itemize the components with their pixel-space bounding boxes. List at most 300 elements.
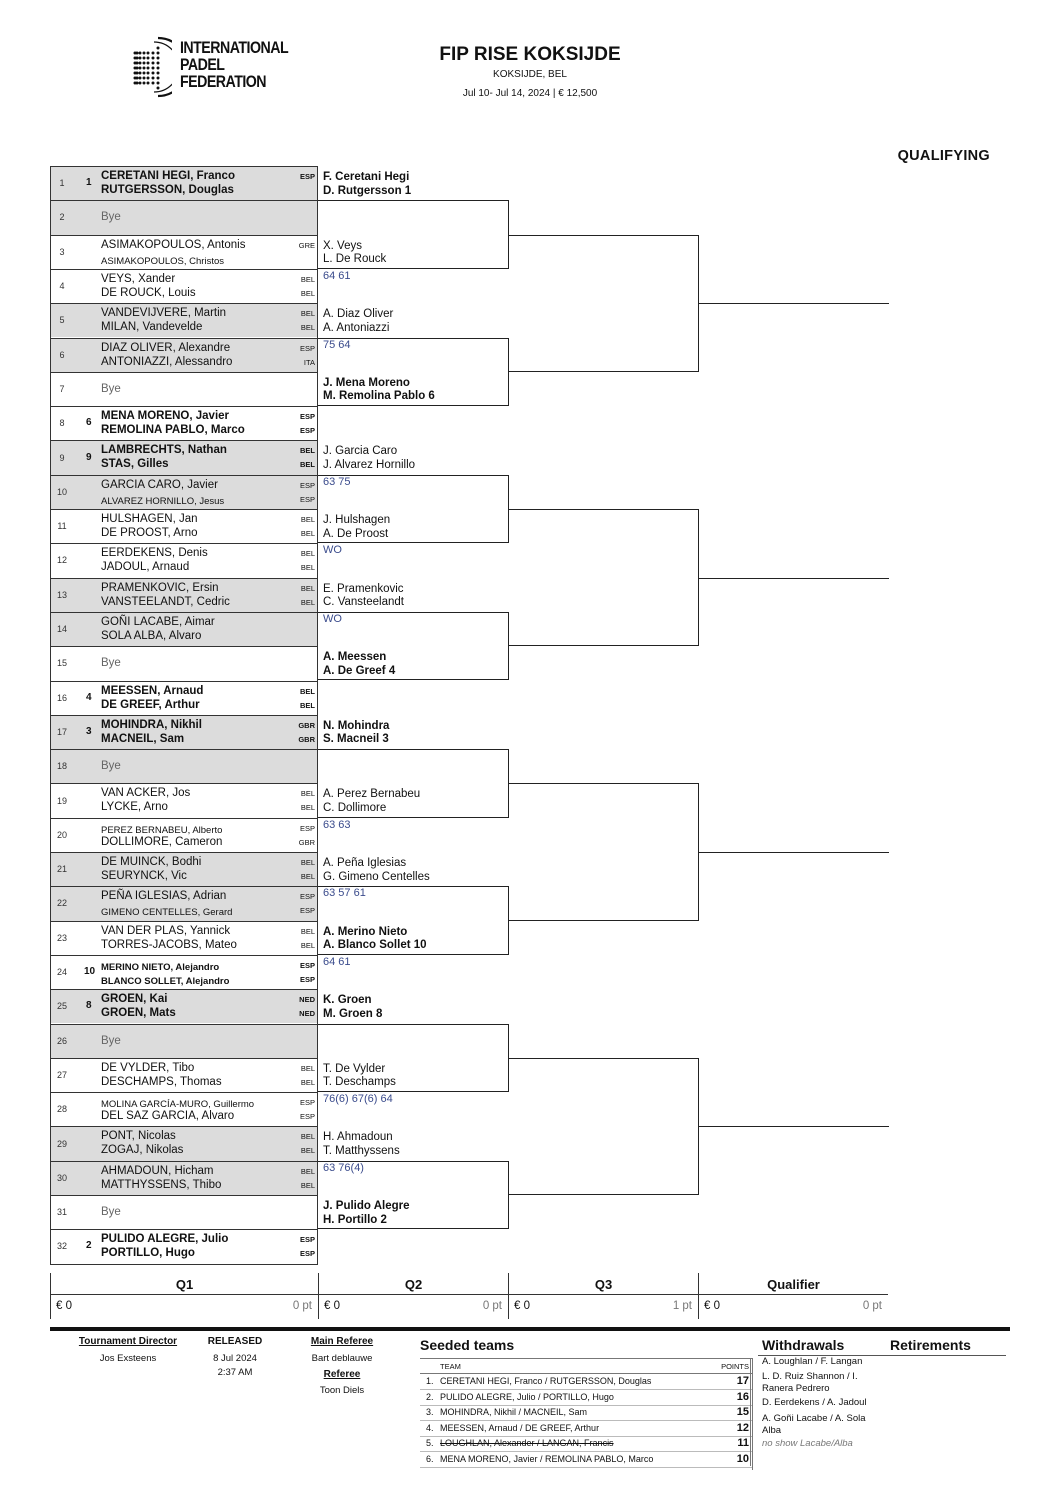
player-name: DE GREEF, Arthur bbox=[101, 698, 200, 711]
draw-position: 10 bbox=[56, 486, 67, 497]
player-name: REMOLINA PABLO, Marco bbox=[101, 424, 245, 437]
seeded-row bbox=[420, 1436, 752, 1452]
released-time: 2:37 AM bbox=[217, 1367, 253, 1378]
logo-dot bbox=[152, 62, 155, 65]
qualifier-line bbox=[699, 852, 889, 853]
match-score: 63 76(4) bbox=[323, 1161, 364, 1174]
player-name: AHMADOUN, Hicham bbox=[101, 1164, 214, 1177]
draw-slot bbox=[50, 475, 318, 509]
player-name: VAN ACKER, Jos bbox=[101, 787, 191, 800]
draw-position: 3 bbox=[59, 246, 65, 257]
seed-rank: 2. bbox=[426, 1391, 434, 1402]
draw-position: 28 bbox=[56, 1104, 67, 1115]
round-points: 0 pt bbox=[292, 1300, 312, 1312]
draw-slot bbox=[50, 886, 318, 920]
seed-number: 1 bbox=[86, 177, 92, 189]
player-name: MEESSEN, Arnaud bbox=[101, 684, 204, 697]
nationality-code: BEL bbox=[300, 597, 315, 607]
draw-position: 22 bbox=[56, 898, 67, 909]
player-name: ANTONIAZZI, Alessandro bbox=[101, 355, 233, 368]
footer-rule bbox=[50, 1327, 1010, 1331]
seeded-row bbox=[420, 1374, 752, 1390]
player-name: HULSHAGEN, Jan bbox=[101, 513, 198, 525]
logo-dot bbox=[152, 77, 155, 80]
nationality-code: BEL bbox=[300, 1132, 315, 1142]
bye-label: Bye bbox=[101, 1034, 121, 1047]
nationality-code: ESP bbox=[299, 1249, 315, 1259]
seed-number: 3 bbox=[86, 725, 92, 737]
logo-dot bbox=[139, 52, 142, 55]
winner-name: M. Remolina Pablo 6 bbox=[323, 390, 435, 403]
winner-name: A. De Proost bbox=[323, 527, 389, 540]
nationality-code: BEL bbox=[300, 288, 315, 298]
player-name: GROEN, Kai bbox=[101, 993, 168, 1006]
player-name: ASIMAKOPOULOS, Antonis bbox=[101, 238, 246, 251]
logo-dot bbox=[143, 82, 146, 85]
seeded-row bbox=[420, 1390, 752, 1406]
draw-position: 8 bbox=[59, 418, 65, 429]
player-name: DE MUINCK, Bodhi bbox=[101, 856, 202, 868]
player-name: LAMBRECHTS, Nathan bbox=[101, 444, 227, 457]
logo-dot bbox=[157, 57, 160, 60]
logo-dot bbox=[147, 82, 150, 85]
player-name: MILAN, Vandevelde bbox=[101, 321, 203, 334]
round-name: Q2 bbox=[404, 1277, 423, 1292]
nationality-code: ESP bbox=[299, 906, 315, 916]
qualifier-line bbox=[699, 303, 889, 304]
logo-dot bbox=[143, 67, 146, 70]
nationality-code: BEL bbox=[300, 858, 315, 867]
logo-dot bbox=[134, 72, 137, 75]
winner-name: E. Pramenkovic bbox=[323, 582, 404, 595]
tournament-title: FIP RISE KOKSIJDE bbox=[439, 44, 621, 65]
logo-dot bbox=[152, 82, 155, 85]
nationality-code: BEL bbox=[300, 1166, 315, 1176]
match-score: 64 61 bbox=[323, 269, 351, 282]
nationality-code: BEL bbox=[300, 1180, 315, 1190]
tournament-location: KOKSIJDE, BEL bbox=[493, 69, 567, 80]
withdrawal-item: D. Eerdekens / A. Jadoul bbox=[762, 1397, 867, 1408]
draw-slot bbox=[50, 1161, 318, 1195]
seeded-team: MENA MORENO, Javier / REMOLINA PABLO, Marco bbox=[440, 1453, 654, 1464]
nationality-code: BEL bbox=[300, 789, 315, 799]
round-q3 bbox=[508, 1273, 698, 1319]
points-column-header: POINTS bbox=[721, 1362, 749, 1371]
player-name: MOHINDRA, Nikhil bbox=[101, 718, 202, 731]
player-name: GOÑI LACABE, Aimar bbox=[101, 615, 215, 628]
player-name: SEURYNCK, Vic bbox=[101, 870, 187, 882]
logo-dot bbox=[147, 72, 150, 75]
logo-dot bbox=[139, 72, 142, 75]
draw-list bbox=[50, 166, 320, 1265]
draw-slot bbox=[50, 1126, 318, 1160]
retirements-title: Retirements bbox=[890, 1337, 971, 1353]
nationality-code: ESP bbox=[299, 172, 315, 181]
draw-position: 11 bbox=[57, 521, 67, 532]
winner-name: N. Mohindra bbox=[323, 719, 390, 732]
seed-number: 10 bbox=[84, 966, 96, 978]
winner-name: A. Antoniazzi bbox=[323, 321, 390, 334]
nationality-code: BEL bbox=[300, 926, 315, 936]
logo-dot bbox=[139, 82, 142, 85]
player-name: MACNEIL, Sam bbox=[101, 732, 185, 745]
seeded-team: MEESSEN, Arnaud / DE GREEF, Arthur bbox=[440, 1422, 600, 1433]
logo-dot bbox=[147, 57, 150, 60]
bracket-connector bbox=[509, 1058, 699, 1195]
logo-dot bbox=[134, 52, 137, 55]
nationality-code: GBR bbox=[298, 720, 315, 730]
winner-name: J. Garcia Caro bbox=[323, 445, 398, 458]
logo-dot bbox=[152, 57, 155, 60]
draw-position: 21 bbox=[56, 864, 67, 875]
bracket-connector bbox=[318, 1161, 509, 1230]
draw-position: 14 bbox=[56, 624, 67, 635]
match-score: WO bbox=[323, 612, 342, 625]
round-points: 0 pt bbox=[482, 1300, 502, 1312]
nationality-code: BEL bbox=[300, 460, 315, 470]
draw-slot bbox=[50, 1195, 318, 1229]
draw-position: 32 bbox=[56, 1241, 67, 1252]
player-name: GARCIA CARO, Javier bbox=[101, 478, 218, 491]
seeded-row bbox=[420, 1452, 752, 1468]
round-name: Q1 bbox=[175, 1277, 194, 1292]
match-score: 76(6) 67(6) 64 bbox=[323, 1093, 393, 1106]
footer-column-divider bbox=[752, 1358, 753, 1470]
nationality-code: BEL bbox=[300, 309, 315, 319]
round-prize: € 0 bbox=[324, 1300, 340, 1312]
winner-name: K. Groen bbox=[323, 994, 372, 1007]
nationality-code: GBR bbox=[298, 837, 315, 847]
logo-dot bbox=[134, 62, 137, 65]
draw-slot bbox=[50, 338, 318, 372]
player-name: DIAZ OLIVER, Alexandre bbox=[101, 341, 231, 354]
seeded-team: LOUGHLAN, Alexander / LANGAN, Francis bbox=[440, 1438, 614, 1448]
seed-number: 8 bbox=[86, 1000, 92, 1012]
player-name: STAS, Gilles bbox=[101, 458, 169, 471]
winner-name: A. Blanco Sollet 10 bbox=[323, 939, 427, 952]
round-prize: € 0 bbox=[704, 1300, 720, 1312]
logo-dot bbox=[134, 77, 137, 80]
draw-position: 16 bbox=[56, 692, 67, 703]
logo-dot bbox=[139, 67, 142, 70]
draw-position: 29 bbox=[56, 1138, 67, 1149]
draw-slot bbox=[50, 509, 318, 543]
winner-name: D. Rutgersson 1 bbox=[323, 184, 412, 197]
logo-dot bbox=[143, 77, 146, 80]
nationality-code: BEL bbox=[300, 274, 315, 284]
player-name: VEYS, Xander bbox=[101, 272, 176, 285]
logo-text: INTERNATIONAL PADEL FEDERATION bbox=[180, 39, 289, 91]
nationality-code: ESP bbox=[299, 823, 315, 833]
winner-name: A. Peña Iglesias bbox=[323, 857, 407, 869]
nationality-code: ESP bbox=[299, 480, 315, 490]
bracket-connector bbox=[509, 509, 699, 646]
winner-name: L. De Rouck bbox=[323, 253, 387, 266]
bracket-connector bbox=[318, 475, 509, 544]
draw-position: 30 bbox=[56, 1172, 67, 1183]
logo-dot bbox=[157, 87, 160, 90]
player-name: RUTGERSSON, Douglas bbox=[101, 184, 234, 196]
main-referee-label: Main Referee bbox=[310, 1336, 374, 1347]
draw-slot bbox=[50, 578, 318, 612]
winner-name: G. Gimeno Centelles bbox=[323, 870, 430, 883]
bye-label: Bye bbox=[101, 1206, 121, 1219]
seeded-points: 12 bbox=[736, 1421, 749, 1434]
winner-name: A. Perez Bernabeu bbox=[323, 788, 421, 801]
nationality-code: ESP bbox=[299, 974, 315, 984]
winner-name: J. Mena Moreno bbox=[323, 376, 410, 389]
winner-name: A. Merino Nieto bbox=[323, 925, 408, 938]
player-name: ASIMAKOPOULOS, Christos bbox=[101, 255, 225, 267]
logo-dot bbox=[157, 82, 160, 85]
seeded-team: CERETANI HEGI, Franco / RUTGERSSON, Douglas bbox=[440, 1376, 652, 1386]
bracket-connector bbox=[318, 749, 509, 818]
nationality-code: BEL bbox=[300, 323, 315, 333]
director-name: Jos Exsteens bbox=[99, 1353, 157, 1364]
draw-position: 9 bbox=[59, 452, 65, 463]
nationality-code: BEL bbox=[300, 700, 315, 710]
nationality-code: NED bbox=[299, 995, 315, 1005]
winner-name: J. Pulido Alegre bbox=[323, 1200, 410, 1212]
main-referee-name: Bart deblauwe bbox=[311, 1353, 373, 1364]
draw-slot bbox=[50, 543, 318, 577]
draw-position: 23 bbox=[56, 932, 67, 943]
round-name: Qualifier bbox=[767, 1277, 820, 1292]
nationality-code: ESP bbox=[299, 960, 315, 970]
player-name: PRAMENKOVIC, Ersin bbox=[101, 581, 219, 594]
logo-dot bbox=[152, 52, 155, 55]
nationality-code: BEL bbox=[300, 446, 315, 456]
match-score: 63 75 bbox=[323, 475, 351, 488]
logo-dot bbox=[143, 52, 146, 55]
winner-name: T. De Vylder bbox=[323, 1062, 386, 1075]
round-q1 bbox=[50, 1273, 318, 1319]
player-name: MERINO NIETO, Alejandro bbox=[101, 961, 220, 973]
winner-name: J. Hulshagen bbox=[323, 514, 391, 526]
player-name: ALVAREZ HORNILLO, Jesus bbox=[101, 495, 225, 507]
round-prize: € 0 bbox=[514, 1300, 530, 1312]
nationality-code: ESP bbox=[299, 494, 315, 504]
nationality-code: BEL bbox=[300, 1063, 315, 1073]
nationality-code: BEL bbox=[300, 583, 315, 593]
logo-dot bbox=[134, 82, 137, 85]
bracket-connector bbox=[318, 200, 509, 269]
nationality-code: ESP bbox=[299, 426, 315, 436]
team-column-header: TEAM bbox=[440, 1362, 461, 1371]
seed-rank: 5. bbox=[426, 1438, 434, 1448]
player-name: DEL SAZ GARCIA, Alvaro bbox=[101, 1110, 235, 1123]
seed-number: 6 bbox=[86, 417, 92, 429]
draw-slot bbox=[50, 1024, 318, 1058]
draw-slot bbox=[50, 1092, 318, 1126]
bracket-connector bbox=[318, 886, 509, 955]
nationality-code: BEL bbox=[300, 803, 315, 813]
match-score: 63 63 bbox=[323, 818, 351, 831]
draw-slot bbox=[50, 783, 318, 817]
nationality-code: BEL bbox=[300, 872, 315, 881]
seeded-points: 16 bbox=[736, 1390, 749, 1403]
winner-name: A. De Greef 4 bbox=[323, 664, 396, 677]
draw-slot bbox=[50, 440, 318, 474]
qualifier-line bbox=[699, 578, 889, 579]
padel-ball-logo-icon bbox=[128, 36, 172, 98]
logo-dot bbox=[139, 77, 142, 80]
draw-slot bbox=[50, 1058, 318, 1092]
winner-name: X. Veys bbox=[323, 239, 362, 252]
nationality-code: ESP bbox=[299, 892, 315, 902]
draw-slot bbox=[50, 1229, 318, 1263]
logo-dot bbox=[143, 57, 146, 60]
tournament-dates: Jul 10- Jul 14, 2024 | € 12,500 bbox=[462, 88, 598, 99]
draw-slot bbox=[50, 303, 318, 337]
seeded-row bbox=[420, 1405, 752, 1421]
nationality-code: ESP bbox=[299, 1235, 315, 1245]
nationality-code: ESP bbox=[299, 343, 315, 353]
draw-position: 7 bbox=[59, 383, 65, 394]
draw-slot bbox=[50, 955, 318, 989]
winner-name: C. Vansteelandt bbox=[323, 596, 404, 609]
draw-position: 19 bbox=[56, 795, 67, 806]
bracket-connector bbox=[318, 338, 509, 407]
logo-dot bbox=[157, 62, 160, 65]
nationality-code: BEL bbox=[300, 563, 315, 573]
seed-number: 2 bbox=[86, 1240, 92, 1252]
nationality-code: BEL bbox=[300, 940, 315, 950]
player-name: BLANCO SOLLET, Alejandro bbox=[101, 975, 230, 987]
draw-slot bbox=[50, 269, 318, 303]
draw-position: 31 bbox=[56, 1207, 67, 1218]
match-score: 64 61 bbox=[323, 955, 351, 968]
match-score: 63 57 61 bbox=[323, 887, 366, 900]
nationality-code: BEL bbox=[300, 1146, 315, 1156]
winner-name: H. Ahmadoun bbox=[323, 1131, 393, 1144]
logo-dot bbox=[143, 72, 146, 75]
section-title: QUALIFYING bbox=[897, 148, 990, 164]
player-name: PORTILLO, Hugo bbox=[101, 1247, 195, 1260]
seeded-points: 11 bbox=[737, 1437, 749, 1449]
logo-dot bbox=[139, 57, 142, 60]
winner-name: T. Deschamps bbox=[323, 1076, 396, 1089]
logo-dot bbox=[147, 62, 150, 65]
draw-position: 13 bbox=[56, 589, 67, 600]
winner-name: M. Groen 8 bbox=[323, 1007, 383, 1020]
draw-slot bbox=[50, 681, 318, 715]
nationality-code: BEL bbox=[300, 1077, 315, 1087]
seed-rank: 6. bbox=[426, 1453, 434, 1464]
player-name: DOLLIMORE, Cameron bbox=[101, 835, 223, 848]
round-q2 bbox=[318, 1273, 508, 1319]
draw-slot bbox=[50, 406, 318, 440]
winner-name: T. Matthyssens bbox=[323, 1144, 400, 1157]
winner-name: C. Dollimore bbox=[323, 801, 387, 814]
logo-dot bbox=[143, 62, 146, 65]
nationality-code: GBR bbox=[298, 734, 315, 744]
seed-rank: 3. bbox=[426, 1407, 434, 1417]
player-name: LYCKE, Arno bbox=[101, 801, 168, 814]
player-name: VAN DER PLAS, Yannick bbox=[101, 924, 231, 937]
bracket-connector bbox=[509, 783, 699, 920]
winner-name: A. Meessen bbox=[323, 651, 387, 664]
seeded-points: 15 bbox=[736, 1406, 749, 1418]
draw-position: 2 bbox=[59, 212, 65, 223]
withdrawal-item: L. D. Ruiz Shannon / I. Ranera Pedrero bbox=[762, 1371, 858, 1394]
draw-position: 4 bbox=[59, 281, 65, 292]
winner-name: J. Alvarez Hornillo bbox=[323, 458, 416, 471]
bye-label: Bye bbox=[101, 382, 121, 395]
seeded-table-divider bbox=[750, 1358, 751, 1466]
draw-position: 1 bbox=[59, 178, 65, 189]
bye-label: Bye bbox=[101, 657, 121, 670]
fip-logo bbox=[128, 36, 298, 100]
logo-dot bbox=[152, 67, 155, 70]
player-name: SOLA ALBA, Alvaro bbox=[101, 629, 202, 642]
player-name: VANSTEELANDT, Cedric bbox=[101, 595, 230, 608]
draw-slot bbox=[50, 612, 318, 646]
seeded-title: Seeded teams bbox=[420, 1337, 515, 1353]
nationality-code: ESP bbox=[299, 1098, 315, 1108]
player-name: GIMENO CENTELLES, Gerard bbox=[101, 907, 233, 919]
winner-name: F. Ceretani Hegi bbox=[323, 171, 410, 183]
bracket-connector bbox=[318, 612, 509, 681]
logo-dot bbox=[157, 72, 160, 75]
winner-name: S. Macneil 3 bbox=[323, 733, 389, 746]
seed-number: 4 bbox=[86, 691, 92, 703]
bye-label: Bye bbox=[101, 760, 121, 773]
player-name: CERETANI HEGI, Franco bbox=[101, 170, 235, 182]
player-name: DESCHAMPS, Thomas bbox=[101, 1075, 222, 1088]
draw-position: 15 bbox=[56, 658, 67, 669]
qualifier-line bbox=[699, 1126, 889, 1127]
player-name: EERDEKENS, Denis bbox=[101, 547, 208, 560]
referee-name: Toon Diels bbox=[319, 1385, 365, 1396]
match-score: WO bbox=[323, 544, 342, 557]
withdrawal-item: A. Loughlan / F. Langan bbox=[762, 1356, 863, 1367]
draw-slot bbox=[50, 989, 318, 1023]
player-name: PULIDO ALEGRE, Julio bbox=[101, 1233, 229, 1246]
nationality-code: BEL bbox=[300, 529, 315, 538]
logo-dot bbox=[134, 67, 137, 70]
referee-label: Referee bbox=[323, 1369, 361, 1380]
player-name: ZOGAJ, Nikolas bbox=[101, 1144, 184, 1157]
draw-position: 25 bbox=[56, 1001, 67, 1012]
player-name: JADOUL, Arnaud bbox=[101, 561, 190, 574]
released-date: 8 Jul 2024 bbox=[213, 1353, 257, 1364]
draw-position: 26 bbox=[56, 1035, 67, 1046]
round-prize: € 0 bbox=[56, 1300, 72, 1312]
withdrawals-title: Withdrawals bbox=[762, 1337, 845, 1353]
nationality-code: BEL bbox=[300, 686, 315, 696]
draw-slot bbox=[50, 646, 318, 680]
player-name: DE VYLDER, Tibo bbox=[101, 1061, 195, 1074]
bracket-connector bbox=[509, 235, 699, 372]
round-points: 1 pt bbox=[672, 1300, 692, 1312]
player-name: PEÑA IGLESIAS, Adrian bbox=[101, 890, 227, 903]
bracket-connector bbox=[318, 1024, 509, 1093]
rounds-bar bbox=[50, 1273, 888, 1319]
draw-slot bbox=[50, 749, 318, 783]
player-name: DE ROUCK, Louis bbox=[101, 286, 196, 299]
logo-dot bbox=[139, 62, 142, 65]
bye-label: Bye bbox=[101, 211, 121, 224]
seeded-team: PULIDO ALEGRE, Julio / PORTILLO, Hugo bbox=[440, 1391, 614, 1402]
winner-name: A. Diaz Oliver bbox=[323, 308, 394, 321]
round-points: 0 pt bbox=[862, 1300, 882, 1312]
player-name: MATTHYSSENS, Thibo bbox=[101, 1178, 222, 1191]
player-name: GROEN, Mats bbox=[101, 1007, 176, 1020]
draw-position: 17 bbox=[56, 726, 67, 737]
player-name: MOLINA GARCÍA-MURO, Guillermo bbox=[101, 1099, 255, 1111]
logo-dot bbox=[157, 47, 160, 50]
